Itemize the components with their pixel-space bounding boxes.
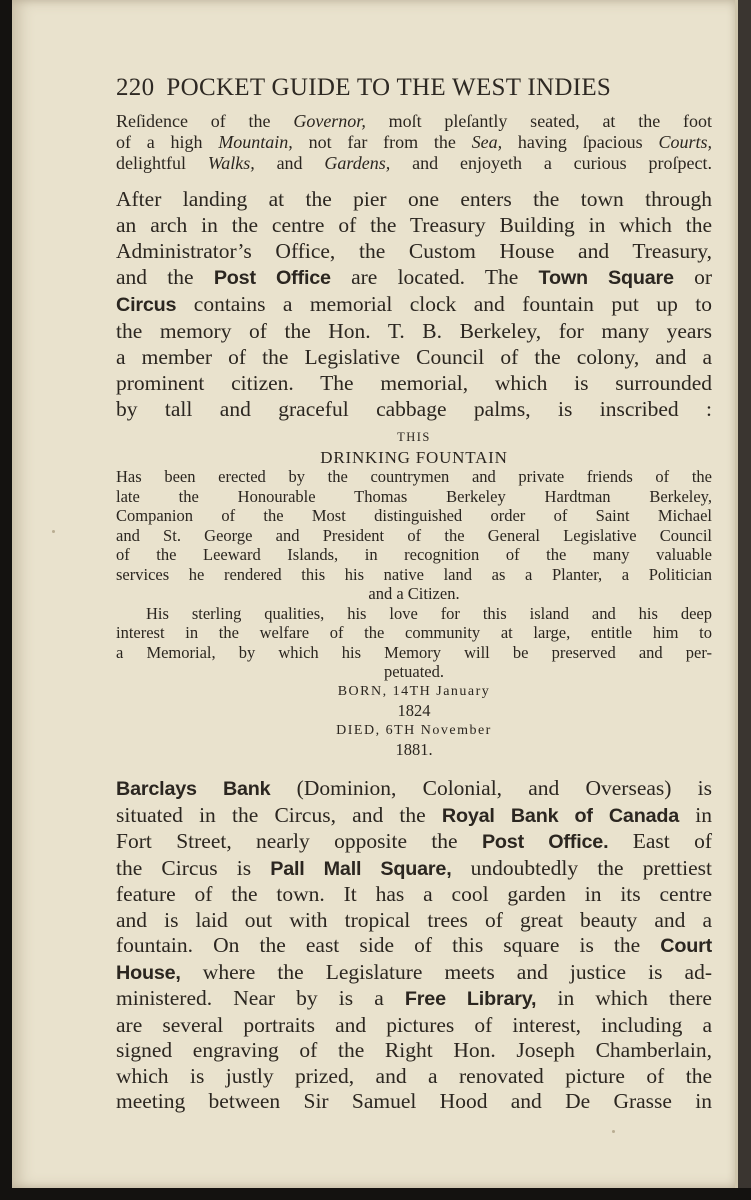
inscription-line: His sterling qualities, his love for this island and his deep [146,603,712,623]
text-run: in which there [536,986,712,1010]
inscription-last-line: and a Citizen. [368,584,460,603]
italic-term: Walks, [207,153,255,173]
text-line [116,238,712,264]
bold-landmark: Free Library, [404,988,537,1010]
running-header [116,74,681,102]
text-line [116,344,712,370]
text-run: are located. The [330,265,539,289]
text-run: which is justly prized, and a renovated picture of the [116,1063,712,1088]
text-run: of a high [116,132,219,152]
text-run: and is laid out with tropical trees of great beauty and a [116,907,712,932]
inscription-line: and St. George and President of the General Legislative Council [116,525,712,545]
bold-landmark: Barclays Bank [116,778,271,800]
text-run: ministered. Near by is a [116,986,405,1010]
text-run: where the Legislature meets and justice is ad- [180,959,712,984]
text-run: Fort Street, nearly opposite the [116,829,482,853]
text-run: delightful [116,153,208,173]
text-run: a member of the Legislative Council of the colony, and a [116,345,712,369]
inscription-born-year: 1824 [397,701,431,720]
fountain-inscription [116,428,712,760]
text-run: East of [608,829,712,853]
text-line [116,1089,712,1115]
text-line [116,803,712,830]
text-run: are several portraits and pictures of interest, including a [116,1012,712,1037]
text-line [116,986,712,1013]
text-run: and the [116,265,214,289]
text-run: undoubtedly the prettiest [451,855,712,880]
bold-landmark: Circus [116,294,177,316]
inscription-heading: DRINKING FOUNTAIN [320,447,508,467]
inscription-line: Companion of the Most distinguished order of Saint Michael [116,506,712,525]
old-quotation [116,111,712,174]
bold-landmark: Town Square [538,267,674,289]
text-line [116,153,712,174]
italic-term: Courts, [658,132,712,152]
paper-speck [52,530,55,533]
text-line [116,396,712,422]
text-run: contains a memorial clock and fountain put up to [176,292,712,316]
paragraph-landing [116,186,712,422]
text-run: or [673,265,712,289]
bold-landmark: Post Office [213,267,331,289]
inscription-line: Has been erected by the countrymen and private friends of the [116,467,712,486]
text-line [116,933,712,960]
text-run: not far from the [292,132,472,152]
text-run: After landing at the pier one enters the town through [116,187,712,211]
bold-landmark: House, [116,961,181,984]
text-run: signed engraving of the Right Hon. Joseph Chamberlain, [116,1038,712,1062]
text-line [116,264,712,291]
text-line [116,1013,712,1039]
italic-term: Governor, [293,111,366,131]
page-number: 220 [116,74,155,101]
text-line [116,829,712,856]
inscription-body [116,467,712,584]
text-line [116,1038,712,1064]
text-run: the memory of the Hon. T. B. Berkeley, for many years [116,319,712,343]
text-run: fountain. On the east side of this square is the [116,933,661,957]
text-run: situated in the Circus, and the [116,802,442,827]
text-run: in [679,802,712,827]
inscription-line: late the Honourable Thomas Berkeley Hardtman Berkeley, [116,486,712,506]
text-run: having ſpacious [502,132,659,152]
text-line [116,856,712,883]
paragraph-circus [116,776,712,1115]
running-title: POCKET GUIDE TO THE WEST INDIES [166,74,612,101]
text-line [116,318,712,344]
right-page-edge [738,0,751,1200]
inscription-line: services he rendered this his native land as a Planter, a Politician [116,564,712,584]
text-line [116,960,712,987]
text-line [116,186,712,212]
bold-landmark: Post Office. [481,831,609,853]
bold-landmark: Royal Bank of Canada [441,804,680,827]
text-run: Reſidence of the [116,111,294,131]
italic-term: Sea, [471,132,503,152]
text-line [116,132,712,153]
text-line [116,291,712,318]
inscription-born: BORN, 14TH January [337,683,491,699]
text-run: an arch in the centre of the Treasury Building in which the [116,213,712,237]
bold-landmark: Pall Mall Square, [270,857,452,880]
text-run: (Dominion, Colonial, and Overseas) is [270,776,712,800]
text-line [116,882,712,908]
text-line [116,776,712,803]
italic-term: Mountain, [218,132,293,152]
text-run: and [254,153,325,173]
inscription-line: of the Leeward Islands, in recognition of the many valuable [116,545,712,564]
bottom-edge [0,1188,751,1200]
italic-term: Gardens, [324,153,391,173]
text-line [116,1064,712,1090]
paper-speck [612,1130,615,1133]
inscription-this: THIS [397,430,431,444]
inscription-died: DIED, 6TH November [336,722,492,738]
text-run: Administrator’s Office, the Custom House and Treasury, [116,239,712,263]
text-line [116,111,712,132]
text-run: by tall and graceful cabbage palms, is inscribed : [116,397,712,421]
bold-landmark: Court [660,935,712,957]
inscription-line: interest in the welfare of the community at large, entitle him to [116,623,712,642]
text-line [116,370,712,396]
inscription-line: a Memorial, by which his Memory will be preserved and per- [116,642,712,662]
inscription-died-year: 1881. [395,740,433,759]
binding-gutter [0,0,12,1200]
text-run: the Circus is [116,855,271,880]
text-line [116,212,712,238]
text-run: feature of the town. It has a cool garden in its centre [116,882,712,906]
text-line [116,908,712,934]
inscription-para2-last: petuated. [383,662,444,681]
inscription-body-2 [116,604,712,663]
text-run: moſt pleſantly seated, at the foot [365,111,713,131]
text-run: meeting between Sir Samuel Hood and De Grasse in [116,1089,712,1113]
text-run: prominent citizen. The memorial, which is surrounded [116,371,712,395]
text-run: and enjoyeth a curious proſpect. [390,153,712,173]
